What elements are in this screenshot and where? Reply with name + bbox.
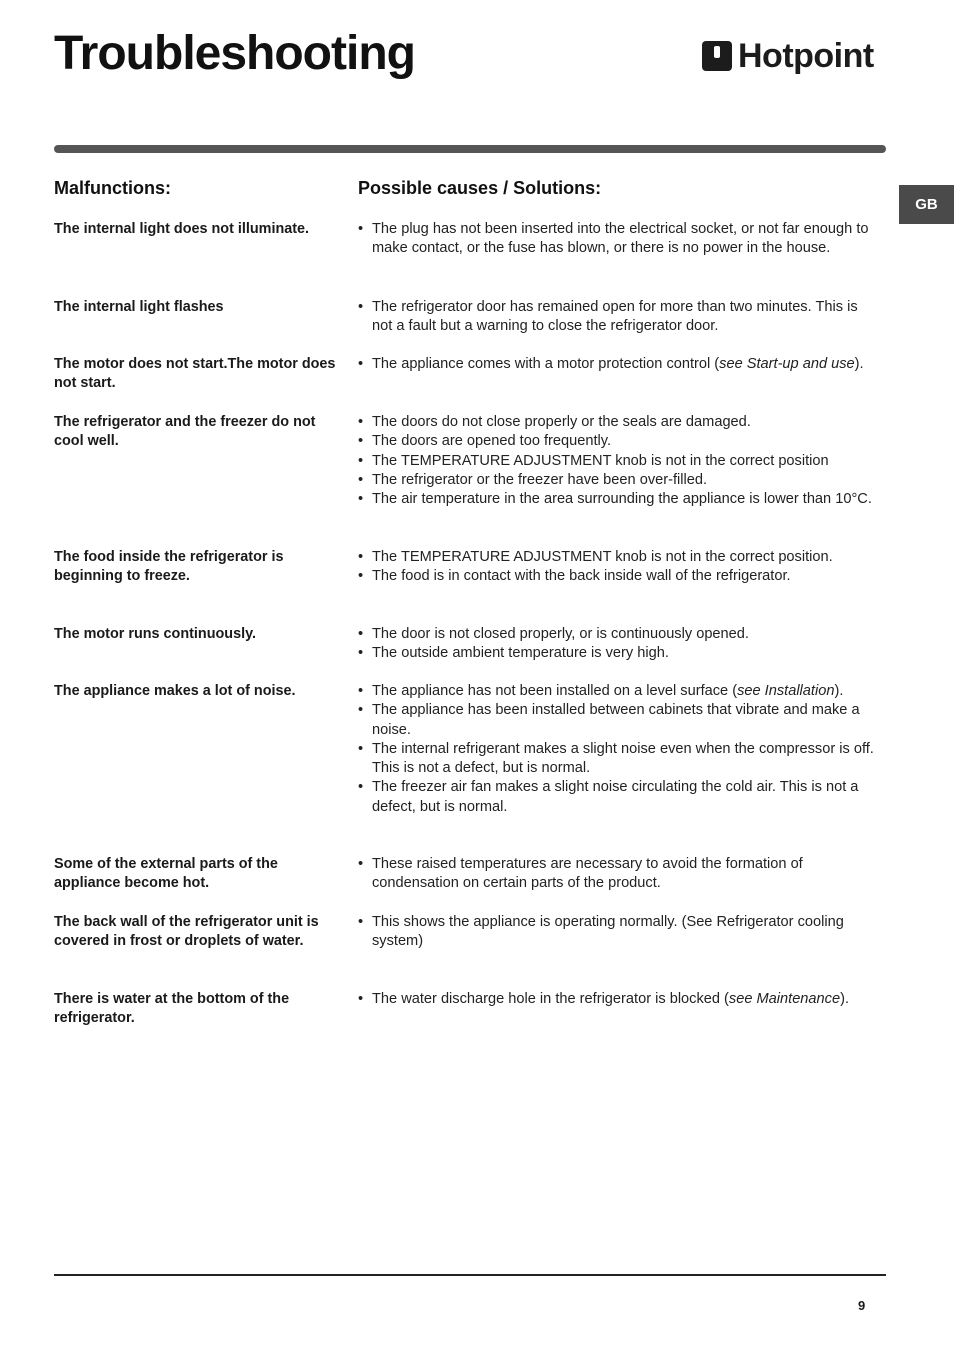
- cause-text: [372, 548, 878, 567]
- causes-list: [358, 682, 878, 817]
- bullet-icon: •: [358, 221, 364, 237]
- cause-text: [372, 778, 878, 817]
- bullet-icon: •: [358, 702, 364, 719]
- bullet-icon: •: [358, 914, 364, 930]
- malfunction-label: The motor runs continuously.: [54, 626, 257, 642]
- cause-text-main: The doors are opened too frequently.: [372, 433, 612, 450]
- cause-text-main: The air temperature in the area surrounding the appliance is lower than 10°C.: [372, 491, 872, 508]
- malfunction-label: The food inside the refrigerator is beginning to freeze.: [54, 549, 284, 585]
- cause-text: [372, 298, 878, 337]
- cause-text: [372, 682, 878, 701]
- cause-text-main: The doors do not close properly or the seals are damaged.: [372, 414, 751, 430]
- cause-item: [358, 355, 878, 374]
- cause-text: [372, 220, 878, 259]
- bullet-icon: •: [358, 626, 364, 642]
- page-title: Troubleshooting: [54, 27, 415, 80]
- cause-text-suffix: ).: [834, 683, 844, 699]
- bullet-icon: •: [358, 471, 364, 488]
- cause-text-main: The food is in contact with the back inside wall of the refrigerator.: [372, 568, 791, 585]
- malfunction-label: There is water at the bottom of the refrigerator.: [54, 991, 290, 1027]
- cause-text-main: The appliance has not been installed on a level surface (: [372, 683, 738, 699]
- causes-list: [358, 298, 878, 337]
- bullet-icon: •: [358, 356, 364, 372]
- malfunction-label: The internal light does not illuminate.: [54, 221, 310, 237]
- cause-item: [358, 567, 878, 586]
- malfunctions-heading: Malfunctions:: [54, 178, 171, 198]
- cross-reference: see Installation: [737, 683, 835, 699]
- cause-text: [372, 452, 878, 471]
- bullet-icon: •: [358, 299, 364, 315]
- cross-reference: see Maintenance: [728, 991, 841, 1007]
- causes-list: [358, 413, 878, 509]
- cause-text: [372, 740, 878, 779]
- bullet-icon: •: [358, 683, 364, 699]
- bullet-icon: •: [358, 740, 364, 757]
- cause-text: [372, 490, 878, 509]
- cause-text-main: The freezer air fan makes a slight noise circulating the cold air. This is not a defect, but is normal.: [372, 779, 859, 815]
- cause-item: [358, 740, 878, 779]
- cause-text: [372, 355, 878, 374]
- bullet-icon: •: [358, 856, 364, 872]
- cause-text: [372, 471, 878, 490]
- causes-heading: Possible causes / Solutions:: [358, 178, 602, 198]
- cause-text-main: The internal refrigerant makes a slight noise even when the compressor is off. This is not a defect, but is normal.: [372, 740, 874, 777]
- cause-item: [358, 701, 878, 740]
- bullet-icon: •: [358, 549, 364, 565]
- cause-item: [358, 432, 878, 451]
- cause-text: [372, 855, 878, 894]
- cause-text: [372, 644, 878, 663]
- cause-text: [372, 432, 878, 451]
- cause-text-main: These raised temperatures are necessary to avoid the formation of condensation on certain parts of the product.: [372, 856, 803, 892]
- causes-list: [358, 220, 878, 259]
- brand-name: Hotpoint: [738, 36, 874, 75]
- malfunction-label: The back wall of the refrigerator unit is covered in frost or droplets of water.: [54, 914, 319, 950]
- cause-item: [358, 644, 878, 663]
- malfunction-label: The internal light flashes: [54, 299, 224, 315]
- causes-list: [358, 548, 878, 587]
- malfunction-label: The appliance makes a lot of noise.: [54, 683, 296, 699]
- bullet-icon: •: [358, 414, 364, 430]
- bullet-icon: •: [358, 452, 364, 469]
- cause-text: [372, 413, 878, 432]
- cause-text: [372, 913, 878, 952]
- cause-text-main: The refrigerator or the freezer have been over-filled.: [372, 471, 708, 488]
- cause-item: [358, 471, 878, 490]
- cause-item: [358, 452, 878, 471]
- cause-text-main: The water discharge hole in the refrigerator is blocked (: [372, 991, 729, 1007]
- bullet-icon: •: [358, 779, 364, 796]
- cause-item: [358, 413, 878, 432]
- cause-item: [358, 682, 878, 701]
- cause-item: [358, 548, 878, 567]
- cause-text-main: The appliance comes with a motor protection control (: [372, 356, 720, 372]
- malfunction-label: The refrigerator and the freezer do not cool well.: [54, 414, 316, 450]
- cross-reference: see Start-up and use: [719, 356, 855, 372]
- cause-text-main: The appliance has been installed between cabinets that vibrate and make a noise.: [372, 702, 860, 738]
- page-number: 9: [858, 1298, 866, 1313]
- cause-item: [358, 855, 878, 894]
- bullet-icon: •: [358, 491, 364, 508]
- cause-item: [358, 490, 878, 509]
- cause-item: [358, 778, 878, 817]
- cause-item: [358, 298, 878, 337]
- cause-text-main: The outside ambient temperature is very high.: [372, 645, 669, 662]
- cause-text-main: The door is not closed properly, or is continuously opened.: [372, 626, 749, 642]
- bullet-icon: •: [358, 568, 364, 585]
- language-tab: GB: [899, 185, 954, 224]
- causes-list: [358, 625, 878, 664]
- cause-text-suffix: ).: [840, 991, 849, 1007]
- cause-text: [372, 567, 878, 586]
- bullet-icon: •: [358, 645, 364, 662]
- cause-text: [372, 990, 878, 1009]
- brand-logo: [702, 36, 874, 76]
- header-divider: [54, 145, 886, 153]
- cause-item: [358, 625, 878, 644]
- cause-text: [372, 701, 878, 740]
- bullet-icon: •: [358, 433, 364, 450]
- cause-item: [358, 990, 878, 1009]
- causes-list: [358, 913, 878, 952]
- footer-divider: [54, 1274, 886, 1276]
- cause-text-main: The TEMPERATURE ADJUSTMENT knob is not in the correct position: [372, 452, 829, 469]
- causes-list: [358, 990, 878, 1009]
- cause-text-main: This shows the appliance is operating normally. (See Refrigerator cooling system): [372, 914, 844, 950]
- malfunction-label: Some of the external parts of the appliance become hot.: [54, 856, 278, 892]
- malfunction-label: The motor does not start.The motor does not start.: [54, 356, 336, 392]
- hotpoint-logo-icon: [702, 41, 732, 71]
- causes-list: [358, 855, 878, 894]
- bullet-icon: •: [358, 991, 364, 1007]
- cause-text-main: The TEMPERATURE ADJUSTMENT knob is not in the correct position.: [372, 549, 833, 565]
- cause-text-main: The refrigerator door has remained open for more than two minutes. This is not a fault but a warning to close the refrigerator door.: [372, 299, 858, 335]
- cause-item: [358, 220, 878, 259]
- causes-list: [358, 355, 878, 374]
- cause-text-main: The plug has not been inserted into the electrical socket, or not far enough to make contact, or the fuse has blown, or there is no power in the house.: [372, 221, 869, 257]
- cause-text: [372, 625, 878, 644]
- cause-item: [358, 913, 878, 952]
- cause-text-suffix: ).: [854, 356, 864, 372]
